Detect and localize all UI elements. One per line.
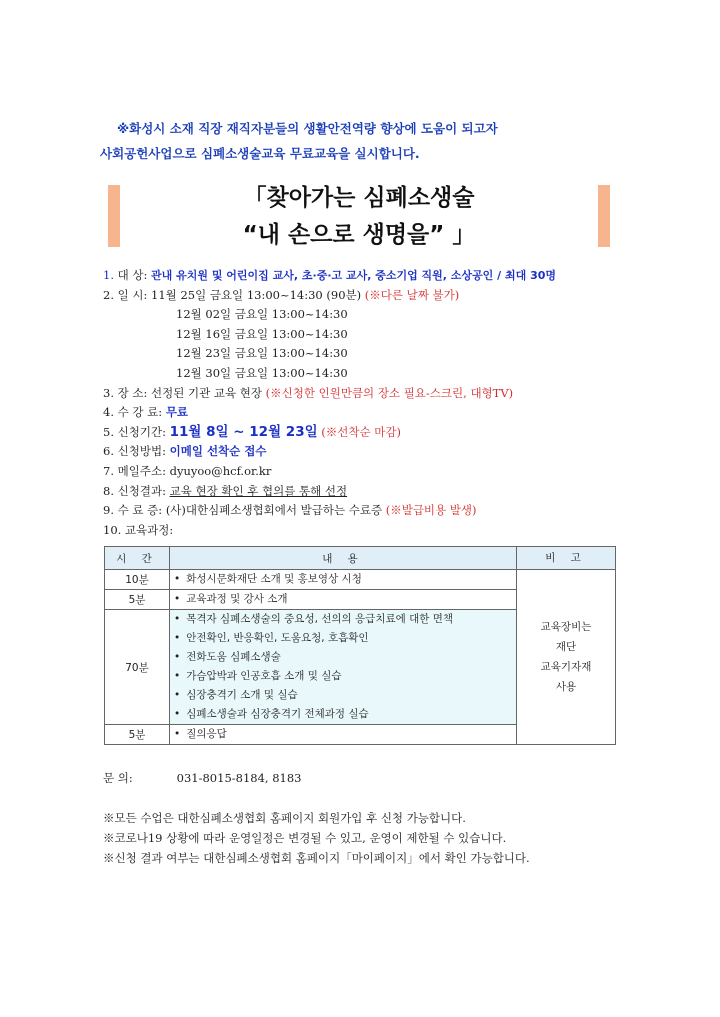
list-item: • 안전확인, 반응확인, 도움요청, 호흡확인 bbox=[174, 632, 369, 644]
info-fee: 4. 수 강 료: 무료 bbox=[103, 405, 189, 420]
header-content: 내 용 bbox=[170, 547, 517, 570]
curriculum-table bbox=[104, 546, 616, 745]
info-target: 1. 대 상: 관내 유치원 및 어린이집 교사, 초·중·고 교사, 중소기업 직원, 소상공인 / 최대 30명 bbox=[103, 268, 556, 282]
list-item: • 심장충격기 소개 및 실습 bbox=[174, 689, 298, 701]
note-cell: 교육장비는 재단 교육기자재 사용 bbox=[517, 570, 616, 745]
title-bar-right bbox=[598, 185, 610, 247]
info-result: 8. 신청결과: 교육 현장 확인 후 협의를 통해 선정 bbox=[103, 483, 348, 498]
info-method: 6. 신청방법: 이메일 선착순 접수 bbox=[103, 444, 267, 459]
table-row: 5분 • 질의응답 bbox=[105, 725, 616, 745]
notes bbox=[103, 808, 530, 868]
intro-line-2: 사회공헌사업으로 심폐소생술교육 무료교육을 실시합니다. bbox=[100, 146, 420, 161]
info-date-extra: 12월 30일 금요일 13:00~14:30 bbox=[176, 365, 348, 380]
list-item: • 질의응답 bbox=[174, 728, 227, 740]
page-title bbox=[124, 180, 594, 254]
list-item: • 전화도움 심폐소생술 bbox=[174, 651, 281, 663]
info-place: 3. 장 소: 선정된 기관 교육 현장 (※신청한 인원만큼의 장소 필요-스크린, 대형TV) bbox=[103, 385, 514, 400]
contact-phone: 031-8015-8184, 8183 bbox=[176, 771, 302, 785]
note-line: ※코로나19 상황에 따라 운영일정은 변경될 수 있고, 운영이 제한될 수 있습니다. bbox=[103, 831, 507, 845]
title-line-2: “내 손으로 생명을” 」 bbox=[242, 222, 476, 248]
title-bar-left bbox=[108, 185, 120, 247]
title-line-1: 「찾아가는 심폐소생술 bbox=[243, 185, 475, 211]
info-cert: 9. 수 료 증: (사)대한심폐소생협회에서 발급하는 수료증 (※발급비용 발생) bbox=[103, 503, 477, 518]
table-header-row bbox=[105, 547, 616, 570]
info-date-extra: 12월 02일 금요일 13:00~14:30 bbox=[176, 307, 348, 322]
list-item: • 목격자 심폐소생술의 중요성, 선의의 응급치료에 대한 면책 bbox=[174, 613, 453, 625]
email-address: dyuyoo@hcf.or.kr bbox=[169, 463, 272, 478]
info-period: 5. 신청기간: 11월 8일 ~ 12월 23일 (※선착순 마감) bbox=[103, 423, 401, 440]
table-row: 10분 • 화성시문화재단 소개 및 홍보영상 시청 교육장비는 재단 교육기자재 사용 bbox=[105, 570, 616, 590]
list-item: • 가슴압박과 인공호흡 소개 및 실습 bbox=[174, 670, 342, 682]
info-date: 2. 일 시: 11월 25일 금요일 13:00~14:30 (90분) (※다른 날짜 불가) bbox=[103, 287, 460, 302]
info-course: 10. 교육과정: bbox=[103, 522, 174, 537]
header-time: 시 간 bbox=[105, 547, 170, 570]
info-list bbox=[103, 266, 643, 540]
note-line: ※신청 결과 여부는 대한심폐소생협회 홈페이지「마이페이지」에서 확인 가능합니다. bbox=[103, 851, 530, 865]
table-row: 70분 • 목격자 심폐소생술의 중요성, 선의의 응급치료에 대한 면책 • 안전확인, 반응확인, 도움요청, 호흡확인 • 전화도움 심폐소생술 • 가슴압박과 인공호흡 소개 및 실습 • 심장충격기 소개 및 실습 • 심폐소생술과 심장충격기 전체과정 실습 bbox=[105, 610, 616, 725]
intro-line-1: ※화성시 소재 직장 재직자분들의 생활안전역량 향상에 도움이 되고자 bbox=[117, 121, 498, 136]
list-item: • 교육과정 및 강사 소개 bbox=[174, 593, 288, 605]
table-row: 5분 • 교육과정 및 강사 소개 bbox=[105, 590, 616, 610]
contact-info: 문 의: 031-8015-8184, 8183 bbox=[103, 771, 302, 785]
header-note: 비 고 bbox=[517, 547, 616, 570]
info-email: 7. 메일주소: dyuyoo@hcf.or.kr bbox=[103, 463, 272, 478]
list-item: • 화성시문화재단 소개 및 홍보영상 시청 bbox=[174, 573, 362, 585]
list-item: • 심폐소생술과 심장충격기 전체과정 실습 bbox=[174, 708, 369, 720]
info-date-extra: 12월 23일 금요일 13:00~14:30 bbox=[176, 346, 348, 361]
note-line: ※모든 수업은 대한심폐소생협회 홈페이지 회원가입 후 신청 가능합니다. bbox=[103, 811, 466, 825]
intro-text bbox=[100, 116, 660, 166]
info-date-extra: 12월 16일 금요일 13:00~14:30 bbox=[176, 326, 348, 341]
